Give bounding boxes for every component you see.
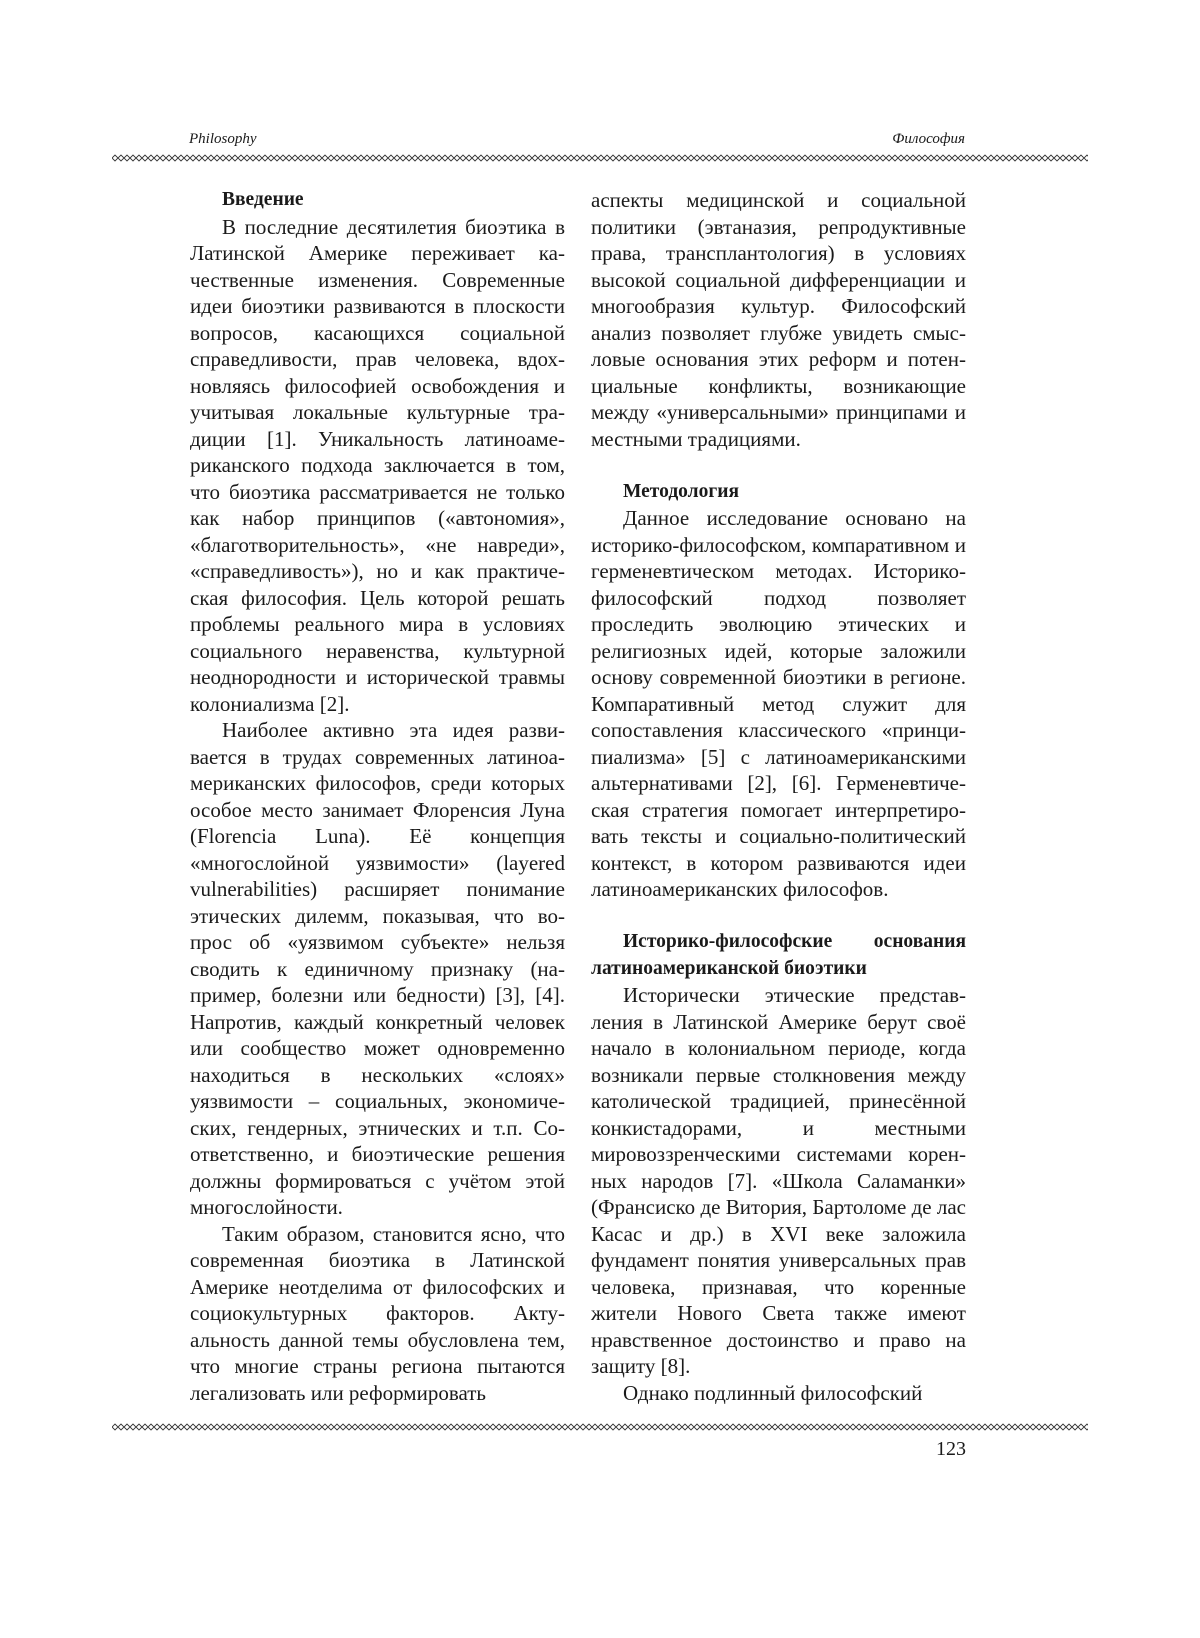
top-ornament-rule (112, 154, 1088, 162)
right-column (591, 187, 966, 1406)
section-heading-history: Историко-философские основания латиноамериканской биоэтики (591, 931, 966, 979)
paragraph: Исторически этические представления в Латинской Америке берут своё начало в колониальном периоде, когда возникали первые столкновения между католической традицией, принесённой конкистадорами, и местными мировоззренческими системами коренных народов [7]. «Школа Саламанки» (Франсиско де Витория, Бартоломе де лас Касас и др.) в XVI веке заложила фундамент понятия универсальных прав человека, признавая, что коренные жители Нового Света также имеют нравственное достоинство и право на защиту [8]. (591, 983, 966, 1378)
paragraph: Данное исследование основано на историко-философском, компаративном и герменевтическом методах. Историко-философский подход позволяет проследить эволюцию этических и религиозных идей, которые заложили основу современной биоэтики в регионе. Компаративный метод служит для сопоставления классического «принципиализма» [5] с латиноамериканскими альтернативами [2], [6]. Герменевтическая стратегия помогает интерпретировать тексты и социально-политический контекст, в котором развиваются идеи латиноамериканских философов. (591, 506, 966, 901)
bottom-ornament-rule (112, 1423, 1088, 1431)
paragraph-continuation: аспекты медицинской и социальной политики (эвтаназия, репродуктивные права, трансплантология) в условиях высокой социальной дифференциации и многообразия культур. Философский анализ позволяет глубже увидеть смысловые основания этих реформ и потенциальные конфликты, возникающие между «универсальными» принципами и местными традициями. (591, 188, 966, 451)
section-heading-methodology: Методология (623, 480, 740, 502)
section-heading-introduction: Введение (222, 189, 304, 210)
running-head (189, 131, 965, 151)
running-head-right: Философия (892, 131, 965, 147)
paragraph: Наиболее активно эта идея развивается в трудах современных латиноамериканских философов, среди которых особое место занимает Флоренсия Луна (Florencia Luna). Её концепция «многослойной уязвимости» (layered vulnerabilities) расширяет понимание этических дилемм, показывая, что вопрос об «уязвимом субъекте» нельзя сводить к единичному признаку (например, болезни или бедности) [3], [4]. Напротив, каждый конкретный человек или сообщество может одновременно находиться в нескольких «слоях» уязвимости – социальных, экономических, гендерных, этнических и т.п. Соответственно, и биоэтические решения должны формироваться с учётом этой многослойности. (190, 718, 565, 1219)
left-column (190, 187, 565, 1406)
paragraph: В последние десятилетия биоэтика в Латинской Америке переживает качественные изменения. Современные идеи биоэтики развиваются в плоскости вопросов, касающихся социальной справедливости, прав человека, вдохновляясь философией освобождения и учитывая локальные культурные традиции [1]. Уникальность латиноамериканского подхода заключается в том, что биоэтика рассматривается не только как набор принципов («автономия», «благотворительность», «не навреди», «справедливость»), но и как практическая философия. Цель которой решать проблемы реального мира в условиях социального неравенства, культурной неоднородности и исторической травмы колониализма [2]. (190, 214, 565, 716)
paragraph: Таким образом, становится ясно, что современная биоэтика в Латинской Америке неотделима от философских и социокультурных факторов. Актуальность данной темы обусловлена тем, что многие страны региона пытаются легализовать или реформировать (190, 1221, 565, 1405)
running-head-left: Philosophy (189, 131, 257, 147)
paragraph-last-line: Однако подлинный философский (623, 1380, 923, 1405)
page-number: 123 (936, 1438, 966, 1460)
